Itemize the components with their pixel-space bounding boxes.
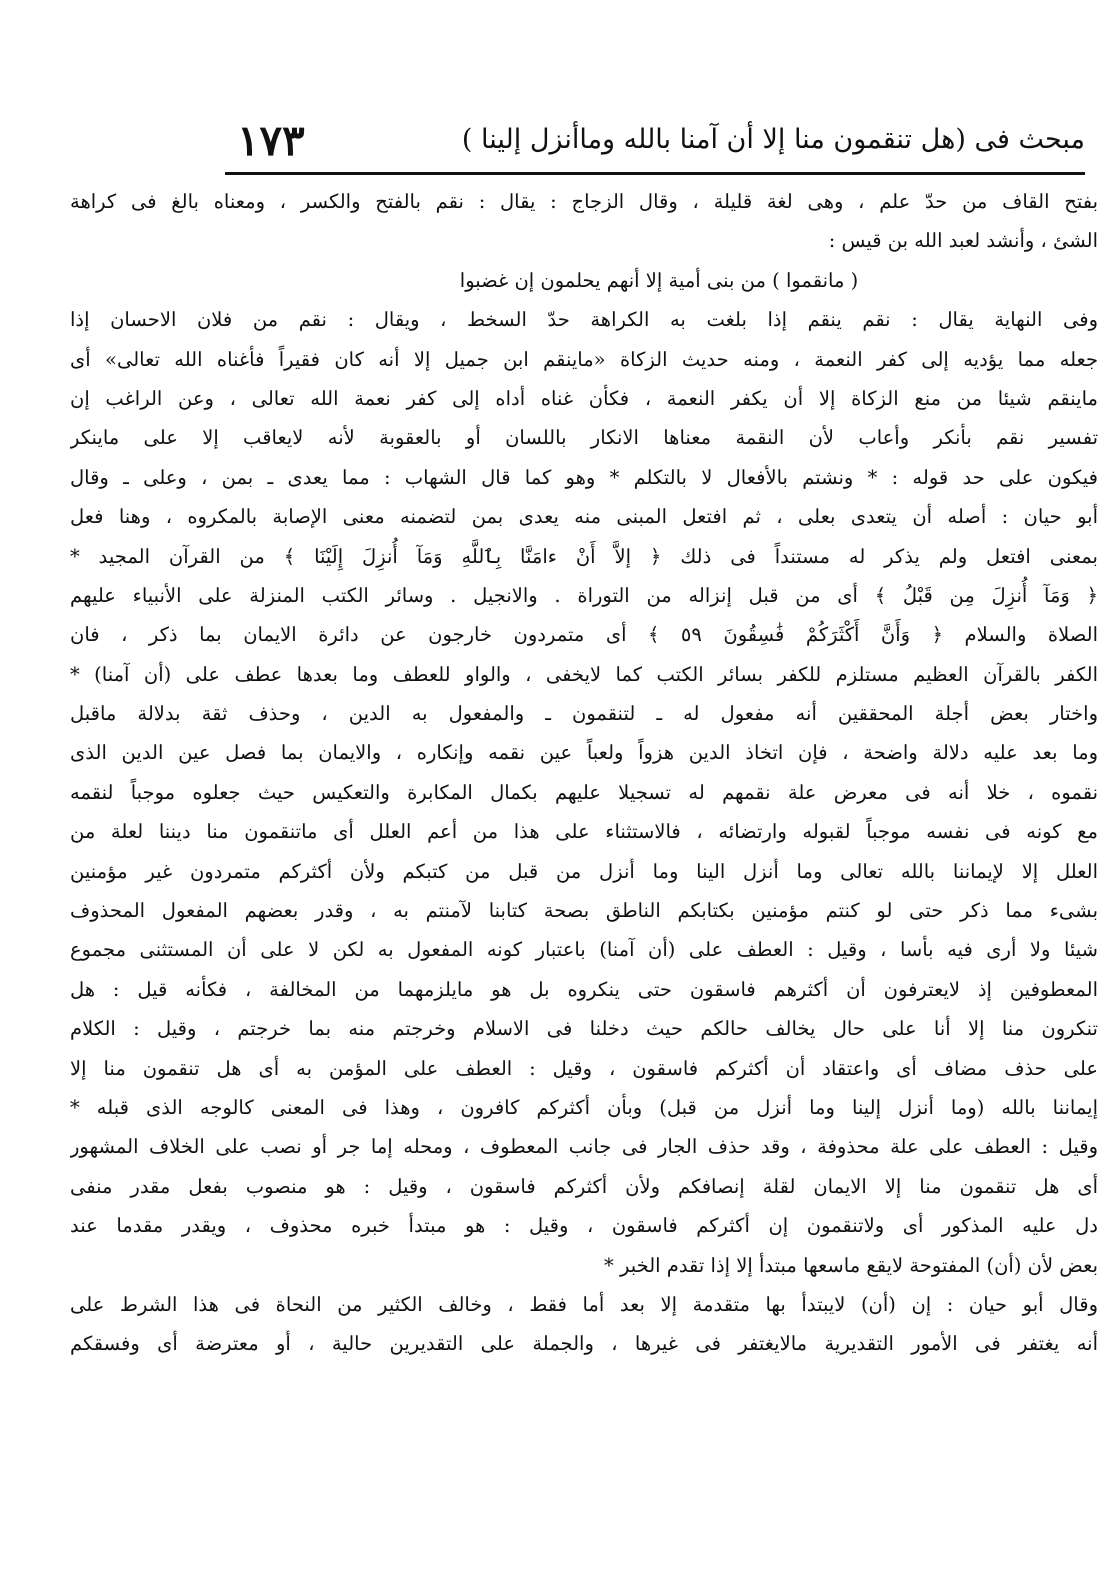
poetry-verse: ( مانقموا ) من بنى أمية إلا أنهم يحلمون إن غضبوا [459,268,859,292]
text-line: مع كونه فى نفسه موجباً لقبوله وارتضائه ، فالاستثناء على هذا من أعم العلل أى ماتنقمون منا ديننا لعلة من [70,820,1098,844]
text-line: وقيل : العطف على علة محذوفة ، وقد حذف الجار فى جانب المعطوف ، ومحله إما جر أو نصب على الخلاف المشهور [70,1135,1098,1159]
text-line: بمعنى افتعل ولم يذكر له مستنداً فى ذلك ﴿ إلاَّ أَنْ ءامَنَّا بِٱللَّهِ وَمَآ أُنزِلَ إِلَيْنَا ﴾ من القرآن المجيد * [70,544,1098,568]
text-line: العلل إلا لإيماننا بالله تعالى وما أنزل الينا وما أنزل من قبل من كتبكم ولأن أكثركم متمردون غير مؤمنين [70,859,1098,883]
text-line: الصلاة والسلام ﴿ وَأَنَّ أَكْثَرَكُمْ فَٰسِقُونَ ٥٩ ﴾ أى متمردون خارجون عن دائرة الايمان بما ذكر ، فان [70,623,1098,647]
running-title: مبحث فى (هل تنقمون منا إلا أن آمنا بالله وماأنزل إلينا ) [461,124,1085,155]
text-line: تفسير نقم بأنكر وأعاب لأن النقمة معناها الانكار باللسان أو بالعقوبة لأنه لايعاقب إلا على ماينكر [70,426,1098,450]
text-line: أنه يغتفر فى الأمور التقديرية مالايغتفر فى غيرها ، والجملة على التقديرين حالية ، أو معترضة أى وفسقكم [70,1332,1098,1356]
text-line: الشئ ، وأنشد لعبد الله بن قيس : [828,229,1098,253]
text-line: وما بعد عليه دلالة واضحة ، فإن اتخاذ الدين هزواً ولعباً عين نقمه وإنكاره ، والايمان بما فصل عين الدين الذى [70,741,1098,765]
text-line: على حذف مضاف أى واعتقاد أن أكثركم فاسقون ، وقيل : العطف على المؤمن به أى هل تنقمون منا إلا [70,1056,1098,1080]
text-line: دل عليه المذكور أى ولاتنقمون إن أكثركم فاسقون ، وقيل : هو مبتدأ خبره محذوف ، ويقدر مقدما عند [70,1214,1098,1238]
text-line: فيكون على حد قوله : * ونشتم بالأفعال لا بالتكلم * وهو كما قال الشهاب : مما يعدى ـ بمن ، وعلى ـ وقال [70,465,1098,489]
text-line: المعطوفين إذ لايعترفون أن أكثرهم فاسقون حتى ينكروه بل هو مايلزمهما من المخالفة ، فكأنه قيل : هل [70,977,1098,1001]
body-text [70,182,1098,1364]
text-line: إيماننا بالله (وما أنزل إلينا وما أنزل من قبل) وبأن أكثركم كافرون ، وهذا فى المعنى كالوجه الذى قبله * [70,1095,1098,1119]
header-rule [225,172,1085,175]
text-line: بفتح القاف من حدّ علم ، وهى لغة قليلة ، وقال الزجاج : يقال : نقم بالفتح والكسر ، ومعناه بالغ فى كراهة [70,190,1098,213]
text-line: أى هل تنقمون منا إلا الايمان لقلة إنصافكم ولأن أكثركم فاسقون ، وقيل : هو منصوب بفعل مقدر منفى [70,1174,1098,1198]
page-number: ١٧٣ [237,116,305,165]
page-header [225,118,1085,176]
text-line: بشىء مما ذكر حتى لو كنتم مؤمنين بكتابكم الناطق بصحة كتابنا لآمنتم به ، وقدر بعضهم المفعول المحذوف [70,899,1098,923]
text-line: تنكرون منا إلا أنا على حال يخالف حالكم حيث دخلنا فى الاسلام وخرجتم منه بما خرجتم ، وقيل : الكلام [70,1017,1098,1041]
text-line: نقموه ، خلا أنه فى معرض علة نقمهم له تسجيلا عليهم بكمال المكابرة والتعكيس حيث جعلوه موجباً لنقمه [70,780,1098,804]
text-line: أبو حيان : أصله أن يتعدى بعلى ، ثم افتعل المبنى منه يعدى بمن لتضمنه معنى الإصابة بالمكروه ، وهنا فعل [70,505,1098,529]
text-line: ﴿ وَمَآ أُنزِلَ مِن قَبْلُ ﴾ أى من قبل إنزاله من التوراة . والانجيل . وسائر الكتب المنزلة على الأنبياء عليهم [70,583,1098,607]
text-line: وفى النهاية يقال : نقم ينقم إذا بلغت به الكراهة حدّ السخط ، ويقال : نقم من فلان الاحسان إذا [70,308,1098,332]
text-line: الكفر بالقرآن العظيم مستلزم للكفر بسائر الكتب كما لايخفى ، والواو للعطف وما بعدها عطف على (أن آمنا) * [70,662,1098,686]
text-line: شيئا ولا أرى فيه بأسا ، وقيل : العطف على (أن آمنا) باعتبار كونه المفعول به لكن لا على أن المستثنى مجموع [70,938,1098,962]
text-line: ماينقم شيئا من منع الزكاة إلا أن يكفر النعمة ، فكأن غناه أداه إلى كفر نعمة الله تعالى ، وعن الراغب إن [70,386,1098,410]
text-line: جعله مما يؤديه إلى كفر النعمة ، ومنه حديث الزكاة «ماينقم ابن جميل إلا أنه كان فقيراً فأغناه الله تعالى» أى [70,347,1098,371]
text-line: واختار بعض أجلة المحققين أنه مفعول له ـ لتنقمون ـ والمفعول به الدين ، وحذف ثقة بدلالة ماقبل [70,702,1098,726]
text-line: وقال أبو حيان : إن (أن) لايبتدأ بها متقدمة إلا بعد أما فقط ، وخالف الكثير من النحاة فى هذا الشرط على [70,1292,1098,1316]
text-line: بعض لأن (أن) المفتوحة لايقع ماسعها مبتدأ إلا إذا تقدم الخبر * [604,1253,1098,1277]
